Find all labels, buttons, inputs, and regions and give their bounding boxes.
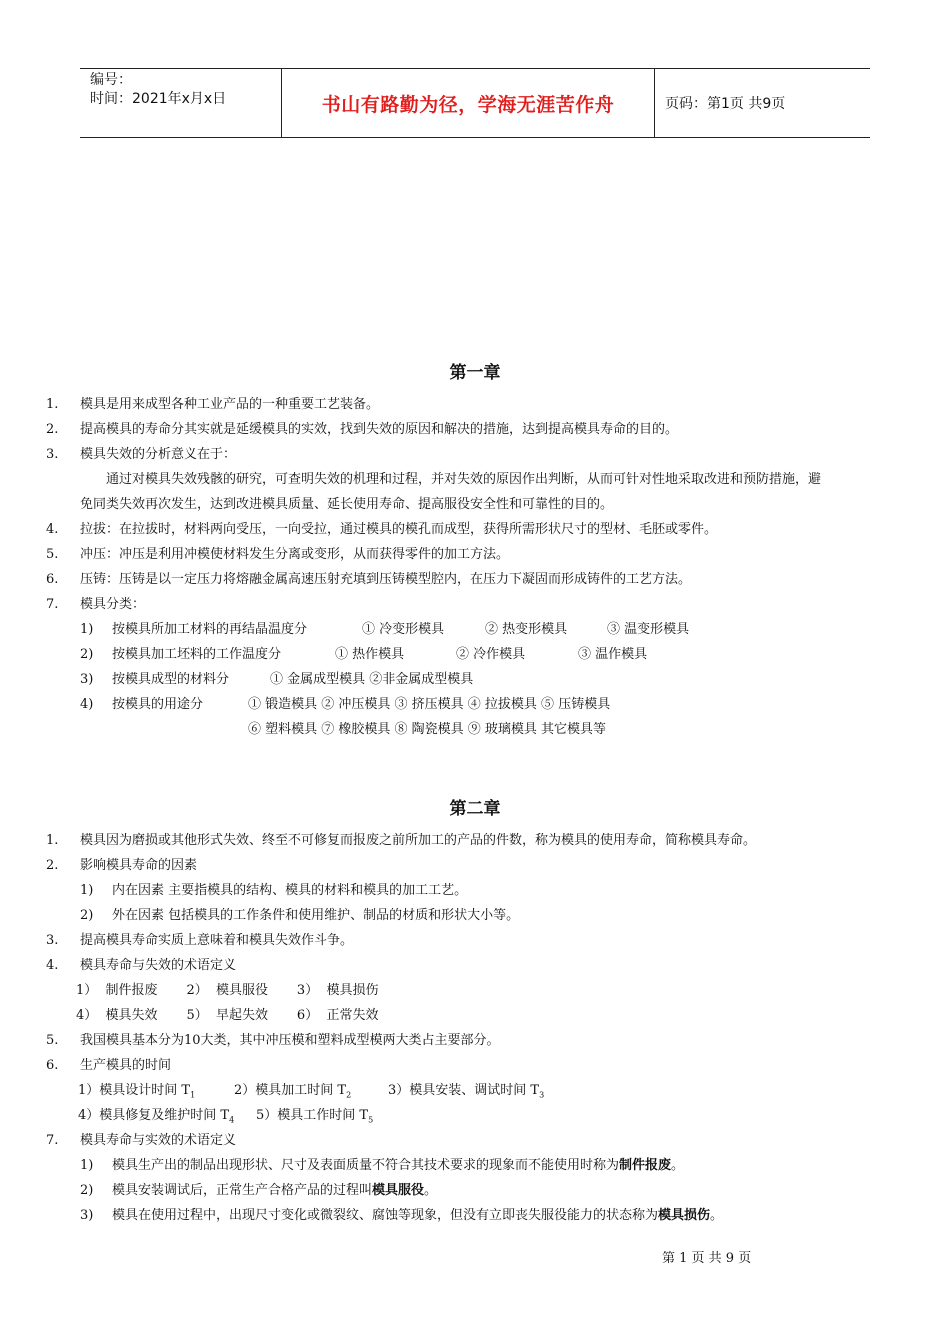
item-text: 模具是用来成型各种工业产品的一种重要工艺装备。 <box>80 397 380 412</box>
sub-item-text: 按模具成型的材料分 <box>112 672 230 687</box>
option: ⑥ 塑料模具 ⑦ 橡胶模具 ⑧ 陶瓷模具 ⑨ 玻璃模具 其它模具等 <box>248 722 607 737</box>
item-text: 我国模具基本分为10大类，其中冲压模和塑料成型模两大类占主要部分。 <box>80 1033 500 1048</box>
item-text: 提高模具的寿命分其实就是延缓模具的实效，找到失效的原因和解决的措施，达到提高模具寿命的目的。 <box>80 422 679 437</box>
time-item: 3）模具安装、调试时间 $T_3$ <box>388 1083 545 1100</box>
item-text: 冲压：冲压是利用冲模使材料发生分离或变形，从而获得零件的加工方法。 <box>80 547 510 562</box>
item-number: 5. <box>46 547 59 562</box>
chapter-1-title: 第一章 <box>449 363 501 383</box>
item-number: 6. <box>46 572 59 587</box>
time-item: 1）模具设计时间 $T_1$ <box>78 1083 196 1100</box>
sub-item-number: 2) <box>80 647 94 662</box>
item-number: 6. <box>46 1058 59 1073</box>
option: ① 热作模具 <box>335 647 405 662</box>
sub-item-text: 按模具的用途分 <box>112 697 204 712</box>
chapter-2-title: 第二章 <box>449 799 501 819</box>
sub-item-number: 1) <box>80 883 94 898</box>
item-text: 影响模具寿命的因素 <box>80 858 198 873</box>
page-footer: 第 1 页 共 9 页 <box>662 1251 752 1266</box>
doc-number-label: 编号： <box>90 72 132 88</box>
header-motto-cell <box>282 69 655 137</box>
item-number: 5. <box>46 1033 59 1048</box>
sub-item-text: 按模具加工坯料的工作温度分 <box>112 647 282 662</box>
item-text: 压铸：压铸是以一定压力将熔融金属高速压射充填到压铸模型腔内，在压力下凝固而形成铸件的工艺方法。 <box>80 572 692 587</box>
item-number: 7. <box>46 1133 59 1148</box>
item-number: 7. <box>46 597 59 612</box>
page-header <box>80 68 870 138</box>
item-text: 拉拔：在拉拔时，材料两向受压，一向受拉，通过模具的模孔而成型，获得所需形状尺寸的型材、毛胚或零件。 <box>80 522 718 537</box>
option: ① 冷变形模具 <box>362 622 445 637</box>
item-number: 2. <box>46 422 59 437</box>
sub-item-text: 按模具所加工材料的再结晶温度分 <box>112 622 308 637</box>
header-meta <box>80 69 282 137</box>
item-number: 3. <box>46 933 59 948</box>
option: ③ 温变形模具 <box>607 622 690 637</box>
doc-date-label: 时间：2021年x月x日 <box>90 91 227 107</box>
time-item: 4）模具修复及维护时间 $T_4$ <box>78 1108 235 1125</box>
item-text: 模具寿命与失效的术语定义 <box>80 958 237 973</box>
sub-item-number: 4) <box>80 697 94 712</box>
item-text: 模具因为磨损或其他形式失效、终至不可修复而报废之前所加工的产品的件数，称为模具的使用寿命，简称模具寿命。 <box>80 833 757 848</box>
time-item: 5）模具工作时间 $T_5$ <box>256 1108 374 1125</box>
option: ① 金属成型模具 ②非金属成型模具 <box>270 672 474 687</box>
paragraph-line: 免同类失效再次发生，达到改进模具质量、延长使用寿命、提高服役安全性和可靠性的目的。 <box>80 497 614 512</box>
sub-item-text: 模具在使用过程中，出现尺寸变化或微裂纹、腐蚀等现象，但没有立即丧失服役能力的状态称为模具损伤。 <box>112 1208 724 1223</box>
item-text: 模具分类： <box>80 597 146 612</box>
header-page-label: 页码：第1页 共9页 <box>665 96 786 112</box>
sub-item-number: 2) <box>80 908 94 923</box>
sub-item-text: 模具安装调试后，正常生产合格产品的过程叫模具服役。 <box>112 1183 438 1198</box>
sub-item-text: 模具生产出的制品出现形状、尺寸及表面质量不符合其技术要求的现象而不能使用时称为制件报废。 <box>112 1158 685 1173</box>
option: ② 热变形模具 <box>485 622 568 637</box>
header-motto: 书山有路勤为径，学海无涯苦作舟 <box>321 93 615 116</box>
option: ③ 温作模具 <box>578 647 648 662</box>
item-text: 生产模具的时间 <box>80 1058 172 1073</box>
sub-item-number: 2) <box>80 1183 94 1198</box>
paragraph-line: 通过对模具失效残骸的研究，可查明失效的机理和过程，并对失效的原因作出判断，从而可针对性地采取改进和预防措施，避 <box>106 472 822 487</box>
sub-item-number: 3) <box>80 1208 94 1223</box>
term-row: 4） 模具失效 5） 早起失效 6） 正常失效 <box>76 1008 379 1023</box>
sub-item-text: 内在因素 主要指模具的结构、模具的材料和模具的加工工艺。 <box>112 883 468 898</box>
option: ① 锻造模具 ② 冲压模具 ③ 挤压模具 ④ 拉拔模具 ⑤ 压铸模具 <box>248 697 611 712</box>
item-text: 提高模具寿命实质上意味着和模具失效作斗争。 <box>80 933 354 948</box>
item-number: 3. <box>46 447 59 462</box>
time-item: 2）模具加工时间 $T_2$ <box>234 1083 352 1100</box>
sub-item-number: 1) <box>80 1158 94 1173</box>
sub-item-text: 外在因素 包括模具的工作条件和使用维护、制品的材质和形状大小等。 <box>112 908 520 923</box>
item-number: 2. <box>46 858 59 873</box>
term-row: 1） 制件报废 2） 模具服役 3） 模具损伤 <box>76 983 379 998</box>
item-number: 1. <box>46 397 59 412</box>
item-number: 4. <box>46 958 59 973</box>
sub-item-number: 3) <box>80 672 94 687</box>
sub-item-number: 1) <box>80 622 94 637</box>
option: ② 冷作模具 <box>456 647 526 662</box>
item-text: 模具失效的分析意义在于： <box>80 447 237 462</box>
item-number: 1. <box>46 833 59 848</box>
item-number: 4. <box>46 522 59 537</box>
item-text: 模具寿命与实效的术语定义 <box>80 1133 237 1148</box>
